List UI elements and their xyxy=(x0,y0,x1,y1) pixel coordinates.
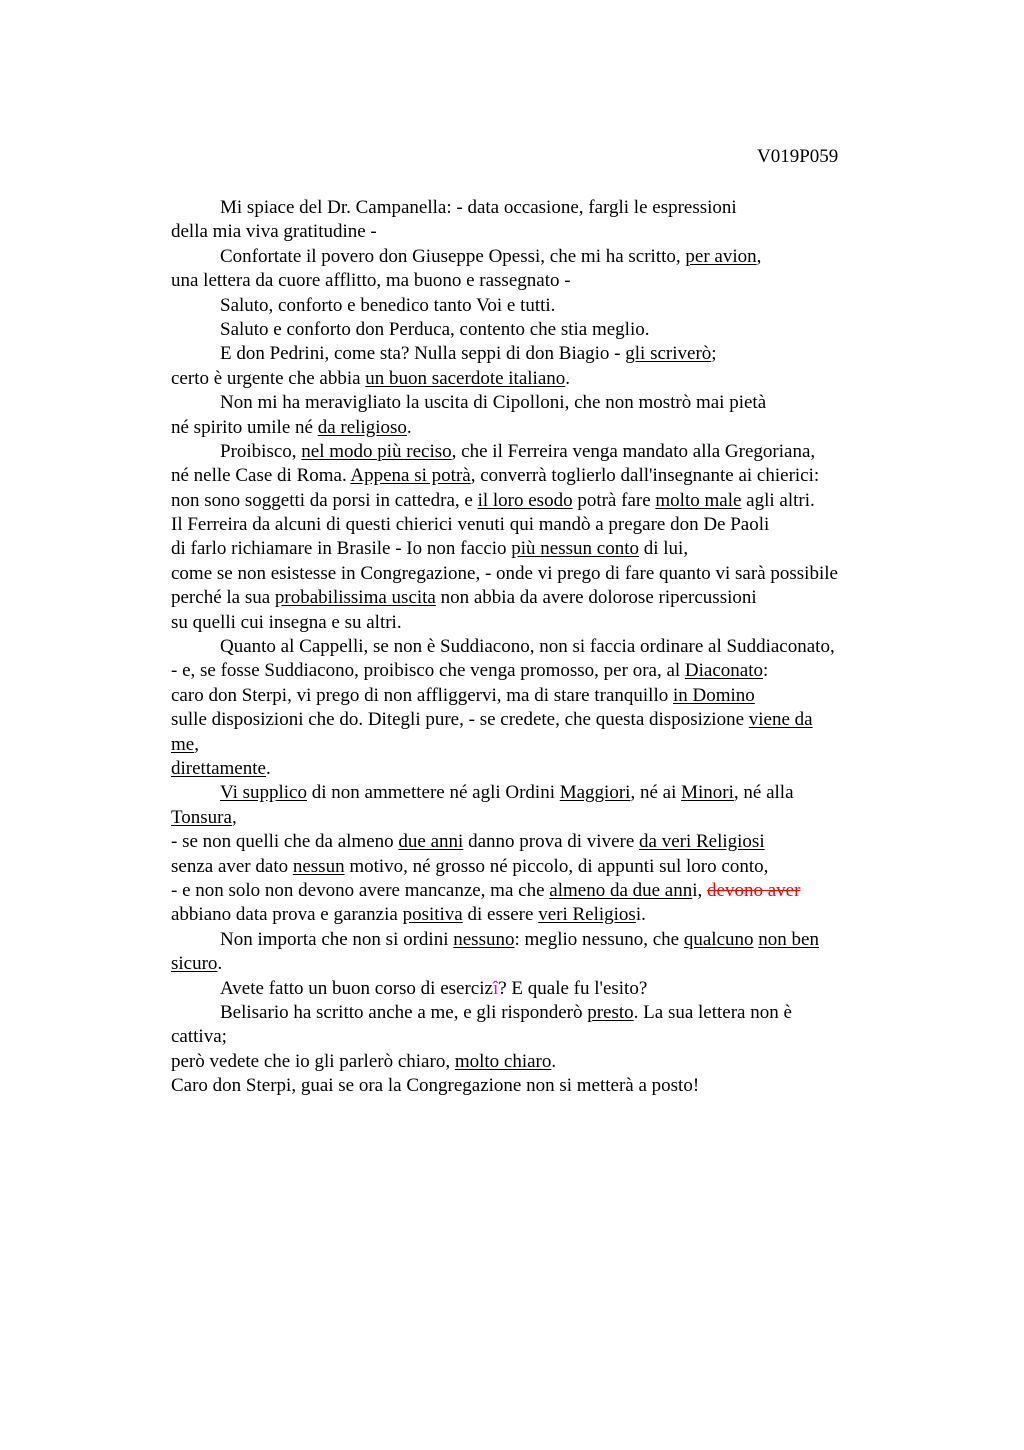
text-line xyxy=(171,220,901,244)
text-line xyxy=(171,440,901,464)
text-segment: di farlo richiamare in Brasile - Io non faccio xyxy=(171,538,512,560)
text-line xyxy=(171,611,901,635)
text-segment: . xyxy=(265,757,271,779)
text-segment: di non ammettere né agli Ordini xyxy=(307,782,560,804)
text-line xyxy=(171,1025,901,1049)
text-segment: . xyxy=(565,367,571,389)
underlined-text: Tonsura xyxy=(171,806,232,828)
text-segment: , che il Ferreira venga mandato alla Gregoriana, xyxy=(451,440,816,462)
page-identifier: V019P059 xyxy=(757,146,839,167)
text-line xyxy=(171,635,901,659)
text-segment: i, xyxy=(692,879,708,901)
underlined-text: un buon sacerdote italiano xyxy=(365,367,566,389)
text-line xyxy=(171,562,901,586)
text-segment: E don Pedrini, come sta? Nulla seppi di don Biagio - xyxy=(220,343,626,365)
text-segment: cattiva; xyxy=(171,1026,227,1048)
text-line xyxy=(171,586,901,610)
text-segment: . xyxy=(551,1050,557,1072)
text-segment: Il Ferreira da alcuni di questi chierici venuti qui mandò a pregare don De Paoli xyxy=(171,514,770,536)
text-line xyxy=(171,928,901,952)
text-line xyxy=(171,830,901,854)
text-segment: ; xyxy=(711,343,717,365)
text-segment: . xyxy=(217,953,223,975)
underlined-text: in Domino xyxy=(672,684,755,706)
underlined-text: Diaconato xyxy=(684,660,763,682)
text-line xyxy=(171,708,901,732)
underlined-text: Maggiori xyxy=(559,782,631,804)
text-segment: Saluto, conforto e benedico tanto Voi e tutti. xyxy=(220,294,556,316)
underlined-text: nel modo più reciso xyxy=(301,440,452,462)
underlined-text: da veri Religiosi xyxy=(639,831,765,853)
underlined-text: per avion xyxy=(685,245,757,267)
text-line xyxy=(171,464,901,488)
text-segment: né spirito umile né xyxy=(171,416,318,438)
text-line xyxy=(171,1050,901,1074)
text-segment: Saluto e conforto don Perduca, contento che stia meglio. xyxy=(220,318,650,340)
text-segment: i. xyxy=(635,904,646,926)
underlined-text: Vi supplico xyxy=(220,782,307,804)
text-segment: perché la sua xyxy=(171,587,275,609)
text-line xyxy=(171,367,901,391)
text-segment: , xyxy=(756,245,762,267)
text-segment: agli altri. xyxy=(741,489,815,511)
text-segment: Non mi ha meravigliato la uscita di Cipolloni, che non mostrò mai pietà xyxy=(220,392,767,414)
text-segment: caro don Sterpi, vi prego di non affliggervi, ma di stare tranquillo xyxy=(171,684,673,706)
text-line xyxy=(171,659,901,683)
text-segment: , converrà toglierlo dall'insegnante ai chierici: xyxy=(470,465,820,487)
text-segment: . La sua lettera non è xyxy=(633,1001,792,1023)
underlined-text: direttamente xyxy=(171,757,266,779)
underlined-text: Appena si potrà xyxy=(350,465,471,487)
text-segment: , né alla xyxy=(733,782,794,804)
text-segment: abbiano data prova e garanzia xyxy=(171,904,403,926)
text-line xyxy=(171,489,901,513)
text-line xyxy=(171,1001,901,1025)
text-line xyxy=(171,879,901,903)
underlined-text: Minori xyxy=(681,782,734,804)
text-segment: - se non quelli che da almeno xyxy=(171,831,399,853)
underlined-text: qualcuno xyxy=(683,928,754,950)
text-segment: su quelli cui insegna e su altri. xyxy=(171,611,402,633)
text-line xyxy=(171,294,901,318)
text-segment: Belisario ha scritto anche a me, e gli risponderò xyxy=(220,1001,588,1023)
underlined-text: più nessun conto xyxy=(511,538,639,560)
underlined-text: gli scriverò xyxy=(625,343,712,365)
text-line xyxy=(171,391,901,415)
underlined-text: sicuro xyxy=(171,953,218,975)
text-segment: , xyxy=(194,733,199,755)
text-line xyxy=(171,903,901,927)
text-segment: Caro don Sterpi, guai se ora la Congregazione non si metterà a posto! xyxy=(171,1075,700,1097)
text-segment: di lui, xyxy=(639,538,689,560)
text-segment: - e non solo non devono avere mancanze, ma che xyxy=(171,879,550,901)
underlined-text: da religioso xyxy=(317,416,407,438)
text-segment: motivo, né grosso né piccolo, di appunti sul loro conto, xyxy=(344,855,769,877)
text-segment: Mi spiace del Dr. Campanella: - data occasione, fargli le espressioni xyxy=(220,197,737,218)
text-segment: Non importa che non si ordini xyxy=(220,928,454,950)
struck-text: devono aver xyxy=(707,879,801,901)
underlined-text: non ben xyxy=(758,928,819,950)
text-line xyxy=(171,342,901,366)
underlined-text: nessun xyxy=(292,855,345,877)
text-segment: una lettera da cuore afflitto, ma buono e rassegnato - xyxy=(171,270,571,292)
text-segment: Avete fatto un buon corso di eserciz xyxy=(220,977,493,999)
text-segment: : meglio nessuno, che xyxy=(514,928,684,950)
text-line xyxy=(171,757,901,781)
text-line xyxy=(171,196,901,220)
text-segment: senza aver dato xyxy=(171,855,293,877)
accent-character: î xyxy=(492,977,499,999)
text-segment: Quanto al Cappelli, se non è Suddiacono, non si faccia ordinare al Suddiaconato, xyxy=(220,636,835,658)
text-segment: non abbia da avere dolorose ripercussioni xyxy=(435,587,757,609)
underlined-text: positiva xyxy=(402,904,463,926)
underlined-text: me xyxy=(171,733,195,755)
text-segment: - e, se fosse Suddiacono, proibisco che venga promosso, per ora, al xyxy=(171,660,685,682)
text-line xyxy=(171,269,901,293)
text-line xyxy=(171,416,901,440)
text-segment: come se non esistesse in Congregazione, - onde vi prego di fare quanto vi sarà possibile xyxy=(171,562,838,584)
underlined-text: almeno da due ann xyxy=(549,879,693,901)
text-line xyxy=(171,513,901,537)
text-line xyxy=(171,781,901,805)
text-line xyxy=(171,977,901,1001)
text-line xyxy=(171,684,901,708)
text-segment: danno prova di vivere xyxy=(463,831,640,853)
text-line xyxy=(171,952,901,976)
text-line xyxy=(171,733,901,757)
underlined-text: molto chiaro xyxy=(454,1050,552,1072)
underlined-text: probabilissima uscita xyxy=(274,587,436,609)
text-segment: sulle disposizioni che do. Ditegli pure, - se credete, che questa disposizione xyxy=(171,709,749,731)
text-line xyxy=(171,855,901,879)
text-segment: , né ai xyxy=(630,782,682,804)
text-segment: potrà fare xyxy=(572,489,656,511)
text-segment: certo è urgente che abbia xyxy=(171,367,366,389)
letter-body xyxy=(171,196,901,1098)
text-line xyxy=(171,318,901,342)
underlined-text: veri Religios xyxy=(538,904,636,926)
underlined-text: presto xyxy=(587,1001,634,1023)
text-segment: Confortate il povero don Giuseppe Opessi, che mi ha scritto, xyxy=(220,245,686,267)
text-segment: , xyxy=(231,806,237,828)
text-segment: di essere xyxy=(462,904,539,926)
underlined-text: nessuno xyxy=(453,928,515,950)
text-segment: : xyxy=(763,660,769,682)
underlined-text: viene da xyxy=(748,709,813,731)
text-segment: Proibisco, xyxy=(220,440,302,462)
text-segment: né nelle Case di Roma. xyxy=(171,465,351,487)
underlined-text: due anni xyxy=(398,831,464,853)
text-line xyxy=(171,1074,901,1098)
text-line xyxy=(171,537,901,561)
text-segment: non sono soggetti da porsi in cattedra, e xyxy=(171,489,478,511)
text-segment: . xyxy=(406,416,412,438)
text-segment: però vedete che io gli parlerò chiaro, xyxy=(171,1050,455,1072)
text-segment: ? E quale fu l'esito? xyxy=(498,977,648,999)
underlined-text: molto male xyxy=(655,489,742,511)
text-segment: della mia viva gratitudine - xyxy=(171,221,377,243)
underlined-text: il loro esodo xyxy=(477,489,573,511)
text-line xyxy=(171,245,901,269)
text-line xyxy=(171,806,901,830)
